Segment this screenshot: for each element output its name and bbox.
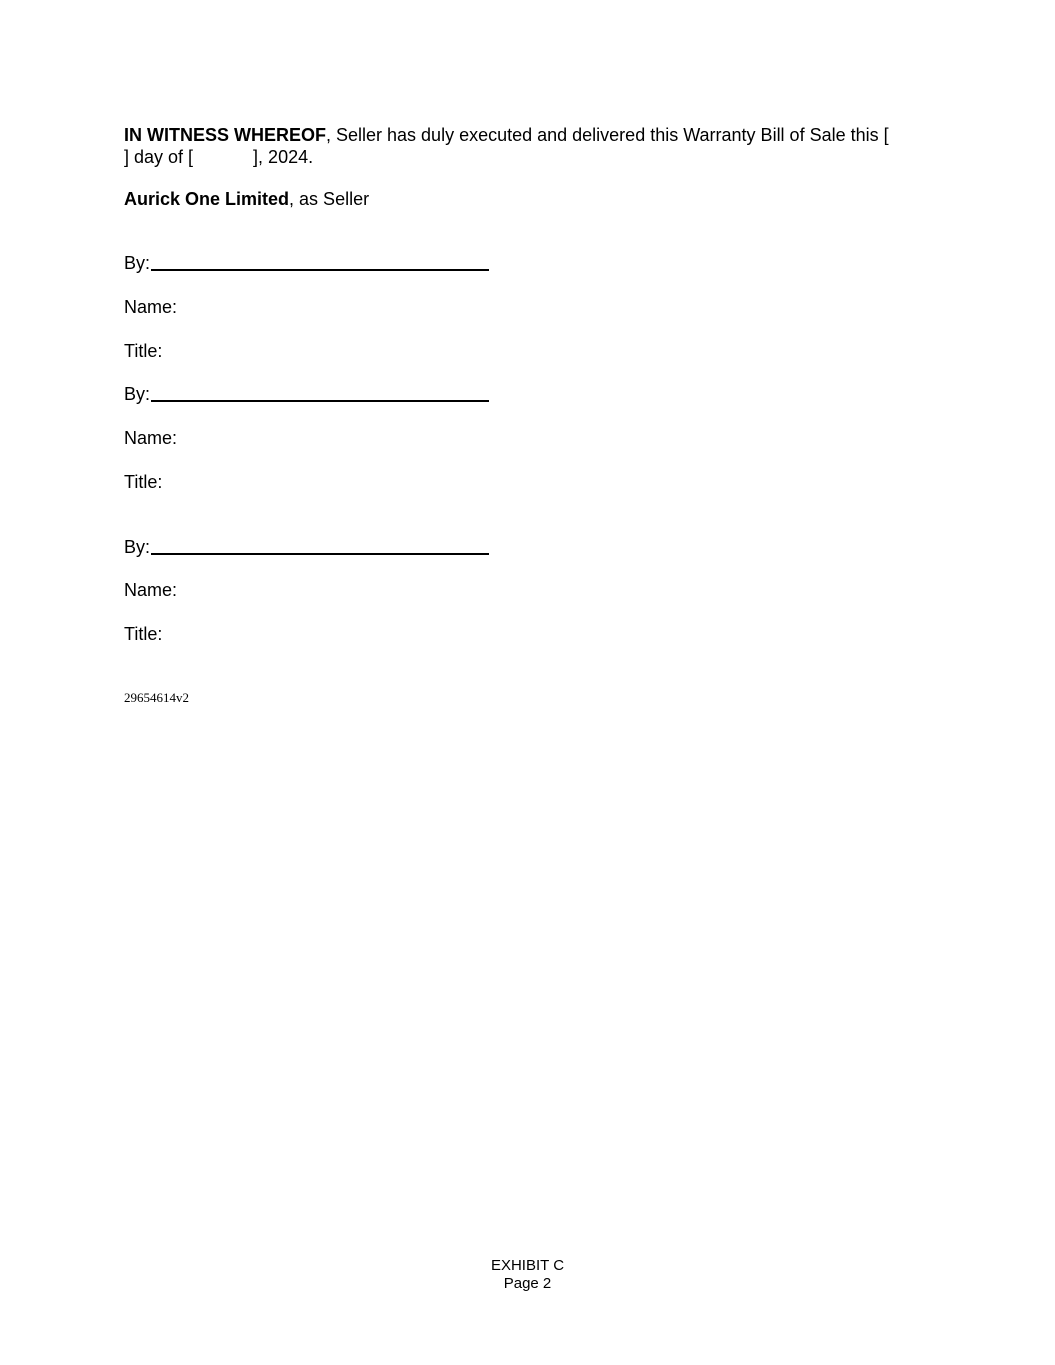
page-footer [0,1257,1055,1293]
signature-rule [151,553,489,555]
name-label-2: Name: [124,428,178,448]
witness-lead: IN WITNESS WHEREOF [124,125,326,145]
signature-line-3 [124,536,489,558]
witness-paragraph [124,124,944,168]
signature-rule [151,400,489,402]
witness-text-line2: ] day of [ ], 2024. [124,147,314,167]
witness-text-line1: , Seller has duly executed and delivered this Warranty Bill of Sale this [ [326,125,889,145]
title-label-2: Title: [124,472,163,492]
exhibit-label: EXHIBIT C [490,1257,565,1274]
document-id: 29654614v2 [124,690,189,705]
seller-role: , as Seller [289,189,370,209]
signature-line-2 [124,383,489,405]
by-label: By: [124,537,151,557]
title-label-3: Title: [124,624,163,644]
seller-line [124,188,944,210]
signature-rule [151,269,489,271]
page-number: Page 2 [503,1275,552,1292]
by-label: By: [124,253,151,273]
seller-name: Aurick One Limited [124,189,290,209]
signature-line-1 [124,252,489,274]
by-label: By: [124,384,151,404]
name-label-3: Name: [124,580,178,600]
name-label-1: Name: [124,297,178,317]
title-label-1: Title: [124,341,163,361]
